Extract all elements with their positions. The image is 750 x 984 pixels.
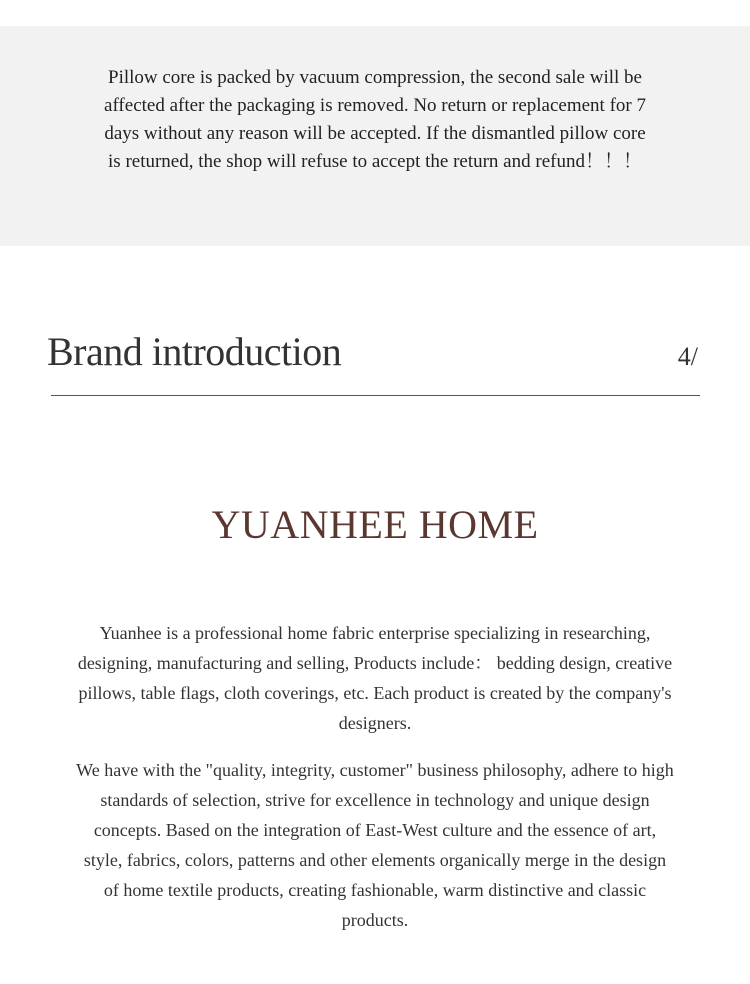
intro-paragraph: Yuanhee is a professional home fabric enterprise specializing in researching, designing, manufacturing and selling, Products include： bedding design, creative pillows, table flags, cloth coverings, etc. Each product is created by the company's designers. <box>77 623 673 733</box>
brand-name: YUANHEE HOME <box>211 502 539 547</box>
philosophy-paragraph: We have with the "quality, integrity, customer" business philosophy, adhere to high standards of selection, strive for excellence in technology and unique design concepts. Based on the integration of East-West culture and the essence of art, style, fabrics, colors, patterns and other elements organically merge in the design of home textile products, creating fashionable, warm distinctive and classic products. <box>76 760 674 930</box>
notice-text: Pillow core is packed by vacuum compression, the second sale will be affected after the packaging is removed. No return or replacement for 7 days without any reason will be accepted. If the dismantled pillow core is returned, the shop will refuse to accept the return and refund！！！ <box>104 67 646 172</box>
notice-banner <box>0 26 750 246</box>
section-number: 4/ <box>677 342 698 371</box>
section-divider <box>51 395 700 396</box>
section-title: Brand introduction <box>47 329 342 374</box>
